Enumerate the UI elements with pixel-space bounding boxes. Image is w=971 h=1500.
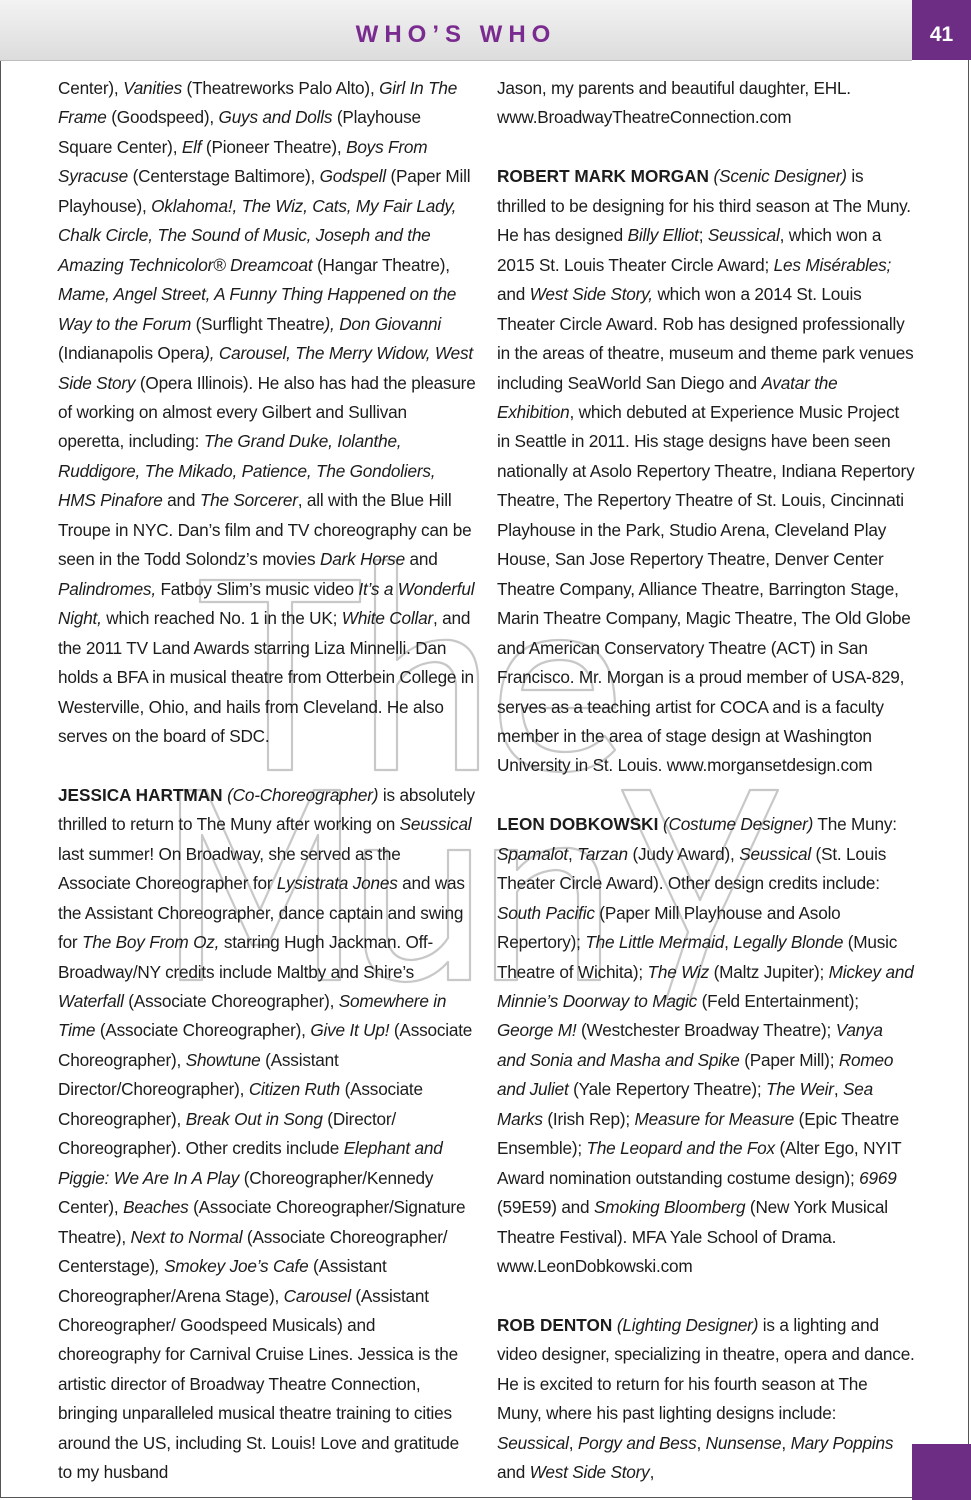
italic-title: Carousel [283,1285,351,1306]
italic-title: Elf [181,136,202,157]
text-run: , [649,1462,655,1483]
italic-title: 6969 [859,1167,897,1188]
page-number: 41 [929,23,954,46]
person-name: LEON DOBKOWSKI [497,814,659,835]
italic-title: Beaches [123,1197,189,1218]
italic-title: Dark Horse [320,549,405,570]
text-run: , [696,1432,706,1453]
italic-title: Citizen Ruth [248,1079,341,1100]
text-run: (New York Musical Theatre Festival). MFA Yale School of Drama. www.LeonDobkowski.com [497,1197,888,1277]
text-run: (Choreographer/Kennedy Center), [58,1167,434,1218]
text-run: , [724,932,734,953]
italic-title: Mame, Angel Street, A Funny Thing Happened on the Way to the Forum [58,284,457,334]
italic-title: Nunsense [705,1432,782,1453]
text-run: and [162,490,200,511]
text-run: (Associate Choreographer), [95,1020,311,1041]
italic-title: Seussical [497,1432,569,1453]
text-run: (Maltz Jupiter); [709,961,829,982]
text-run: (59E59) and [497,1197,594,1218]
bio-rob-denton [497,1311,915,1488]
text-run: (Associate Choreographer), [58,1020,473,1070]
text-run: which reached No. 1 in the UK; [101,608,342,629]
text-run: (Associate Choreographer/ Centerstage) [58,1226,448,1277]
text-run: (Judy Award), [627,843,740,864]
italic-title: Seussical [739,843,811,864]
text-run: (Goodspeed), [106,107,219,128]
text-run: and was the Assistant Choreographer, dance captain and swing for [58,873,465,953]
italic-title: Seussical [707,225,780,246]
bio-robert-mark-morgan [497,162,915,781]
italic-title: Godspell [319,166,386,187]
italic-title: Lysistrata Jones [276,873,398,894]
person-name: ROBERT MARK MORGAN [497,166,709,187]
italic-title: West Side Story, [529,284,653,305]
italic-title: Boys From Syracuse [58,136,428,187]
italic-title: The Wiz [647,961,710,982]
text-run: Center), [58,78,124,98]
person-name: ROB DENTON [497,1314,613,1335]
italic-title: White Collar [341,608,433,629]
italic-title: The Grand Duke, Iolanthe, Ruddigore, The Mikado, Patience, The Gondoliers, HMS Pinafore [58,431,436,511]
text-run: starring Hugh Jackman. Off-Broadway/NY credits include Maltby and Shire’s [58,932,434,982]
text-run: (Yale Repertory Theatre); [568,1079,767,1100]
text-run: (Westchester Broadway Theatre); [576,1020,836,1041]
text-run: , [568,843,578,864]
bio-paragraph-continued [58,74,476,751]
italic-title: The Weir [766,1079,834,1100]
text-run: (Assistant Director/Choreographer), [58,1049,339,1100]
italic-title: (Costume Designer) [662,814,814,835]
text-run: and [497,284,530,305]
text-run: is absolutely thrilled to return to The Muny after working on [58,784,475,835]
text-run: (Paper Mill Playhouse and Asolo Repertory); [497,902,841,953]
italic-title: Give It Up! [310,1020,390,1041]
text-run: (Director/ Choreographer). Other credits include [58,1108,396,1159]
italic-title: Smoking Bloomberg [593,1197,746,1218]
left-column [58,74,476,1488]
text-run: (Assistant Choreographer/Arena Stage), [58,1256,387,1306]
text-run: and [497,1462,530,1483]
text-run: , which won a 2015 St. Louis Theater Circle Award; [497,225,882,275]
section-title: WHO’S WHO [355,21,557,48]
text-run: (Paper Mill); [739,1049,839,1070]
bio-leon-dobkowski [497,810,915,1281]
italic-title: Mary Poppins [790,1432,894,1453]
text-run: is a lighting and video designer, specializing in theatre, opera and dance. He is excited to return for his fourth season at The Muny, where his past lighting designs include: [497,1314,915,1424]
text-run: and [404,549,438,570]
text-run: , [568,1432,578,1453]
italic-title: Break Out in Song [185,1108,323,1129]
text-run: , [781,1432,791,1453]
text-run: Fatboy Slim’s music video [155,578,359,599]
text-run: (Opera Illinois). He also has had the pleasure of working on almost every Gilbert and Sullivan operetta, including: [58,372,476,452]
italic-title: Palindromes, [58,578,156,599]
italic-title: Oklahoma!, The Wiz, Cats, My Fair Lady, Chalk Circle, The Sound of Music, Joseph and the Amazing Technicolor® Dreamcoat [58,195,457,275]
italic-title: Measure for Measure [634,1108,795,1129]
italic-title: (Co-Choreographer) [227,784,379,805]
italic-title: Vanya and Sonia and Masha and Spike [497,1020,883,1070]
text-run: (Indianapolis Opera [58,343,205,364]
italic-title: Showtune [185,1049,261,1070]
italic-title: The Little Mermaid [585,932,725,953]
italic-title: The Boy From Oz, [82,932,220,953]
text-run: (Hangar Theatre), [312,254,450,275]
italic-title: Seussical [399,814,472,835]
text-run: (Associate Choreographer/Signature Theatre), [58,1197,466,1247]
text-run: (St. Louis Theater Circle Award). Other design credits include: [497,843,887,894]
text-run: (Associate Choreographer), [58,1079,423,1129]
italic-title: Les Misérables; [773,254,892,275]
italic-title: Mickey and Minnie’s Doorway to Magic [497,961,914,1012]
text-run: , [833,1079,843,1100]
text-run: (Pioneer Theatre), [201,136,347,157]
text-run: (Associate Choreographer), [123,991,339,1012]
text-run: (Music Theatre of Wichita); [497,932,898,982]
text-run: (Theatreworks Palo Alto), [181,78,380,98]
italic-title: Elephant and Piggie: We Are In A Play [58,1138,443,1188]
text-run: Jason, my parents and beautiful daughter, EHL. www.BroadwayTheatreConnection.com [497,78,851,128]
italic-title: Avatar the Exhibition [497,372,838,422]
bottom-accent-tab [912,1444,971,1500]
italic-title: West Side Story [529,1462,650,1483]
text-run: (Feld Entertainment); [697,991,859,1012]
italic-title: It’s a Wonderful Night, [58,578,475,629]
italic-title: Next to Normal [130,1226,243,1247]
italic-title: Porgy and Bess [577,1432,697,1453]
text-run: last summer! On Broadway, she served as the Associate Choreographer for [58,843,401,894]
text-run: The Muny: [813,814,897,835]
text-run: (Assistant Choreographer/ Goodspeed Musicals) and choreography for Carnival Cruise Lines. Jessica is the artistic director of Broadway Theatre Connection, bringing unparalleled musical theatre training to cities around the US, including St. Louis! Love and gratitude to my husband [58,1285,460,1483]
italic-title: Somewhere in Time [58,991,447,1041]
italic-title: George M! [497,1020,577,1041]
italic-title: ), Don Giovanni [324,313,441,334]
text-run: is thrilled to be designing for his third season at The Muny. He has designed [497,166,911,246]
italic-title: Spamalot [497,843,569,864]
text-run: , which debuted at Experience Music Project in Seattle in 2011. His stage designs have been seen nationally at Asolo Repertory Theatre, Indiana Repertory Theatre, The Repertory Theatre of St. Louis, Cincinnati Playhouse in the Park, Studio Arena, Cleveland Play House, San Jose Repertory Theatre, Denver Center Theatre Company, Alliance Theatre, Barrington Stage, Marin Theatre Company, Magic Theatre, The Old Globe and American Conservatory Theatre (ACT) in San Francisco. Mr. Morgan is a proud member of USA-829, serves as a teaching artist for COCA and is a faculty member in the area of stage design at Washington University in St. Louis. www.morgansetdesign.com [497,401,915,776]
text-run: , all with the Blue Hill Troupe in NYC. Dan’s film and TV choreography can be seen in the Todd Solondz’s movies [58,490,472,570]
italic-title: Waterfall [58,991,124,1012]
italic-title: (Scenic Designer) [713,166,847,187]
italic-title: Girl In The Frame [58,78,458,128]
text-run: ; [698,225,708,246]
italic-title: Legally Blonde [733,932,844,953]
text-run: (Paper Mill Playhouse), [58,166,471,216]
italic-title: Sea Marks [497,1079,873,1129]
text-run: (Irish Rep); [542,1108,635,1129]
text-run: (Alter Ego, NYIT Award nomination outstanding costume design); [497,1138,902,1188]
bio-jessica-hartman [58,781,476,1488]
italic-title: Tarzan [577,843,628,864]
italic-title: Billy Elliot [627,225,699,246]
italic-title: , Smokey Joe’s Cafe [154,1256,309,1277]
text-run: (Surflight Theatre [191,313,325,334]
text-run: (Centerstage Baltimore), [128,166,320,187]
italic-title: Romeo and Juliet [497,1049,894,1100]
right-column [497,74,915,1488]
italic-title: The Sorcerer [199,490,298,511]
text-run: (Playhouse Square Center), [58,107,421,157]
person-name: JESSICA HARTMAN [58,784,223,805]
italic-title: Vanities [123,78,182,98]
bio-paragraph-continued-right [497,74,915,133]
italic-title: South Pacific [497,902,595,923]
text-run: , and the 2011 TV Land Awards starring Liza Minnelli. Dan holds a BFA in musical theatre from Otterbein College in Westerville, Ohio, and hails from Cleveland. He also serves on the board of SDC. [58,608,474,746]
text-run: which won a 2014 St. Louis Theater Circle Award. Rob has designed professionally in the areas of theatre, museum and theme park venues including SeaWorld San Diego and [497,284,914,393]
text-run: (Epic Theatre Ensemble); [497,1108,899,1159]
italic-title: The Leopard and the Fox [586,1138,775,1159]
italic-title: Guys and Dolls [218,107,333,128]
italic-title: (Lighting Designer) [616,1314,759,1335]
italic-title: ), Carousel, The Merry Widow, West Side Story [58,343,473,393]
